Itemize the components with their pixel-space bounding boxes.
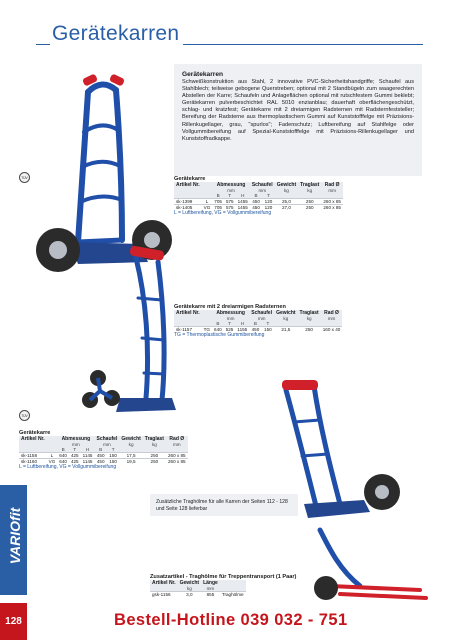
- unit-cell: mm: [166, 442, 188, 447]
- header-cell: Traglast: [300, 182, 320, 188]
- table-4: [150, 574, 296, 597]
- table-3-title: Gerätekarre: [19, 430, 51, 436]
- table-row: gsk-1156 3,0 855 Traghölme: [152, 592, 244, 597]
- page-number: 128: [0, 603, 27, 640]
- table-3-grid: [19, 436, 188, 464]
- unit-cell: kg: [275, 188, 298, 193]
- sub-cell: T: [224, 321, 236, 327]
- table-row: sk-1405 VG 705 575 1455 450 120 27,0 250 260 x 85: [176, 205, 341, 210]
- description-text: Schweißkonstruktion aus Stahl, 2 innovative PVC-Sicherheitshandgriffe; Schaufel aus Stahlblech; teilweise gebogene Querstreben; optional mit 2 Standbügeln zum waagerechten Abstellen der Karre; Schaufeln und Anlageflächen optional mit rutschfestem Gummi beklebt; Gerätekarren pulverbeschichtet RAL 5010 enzianblau; dauerhaft oberflächengeschützt, schlag- und kratzfest; Gerätekarre mit 2 dreiarmigen Radsternen mit Radsternfeststeller; Bereifung der Radsterne aus thermoplastischem Gummi auf Kunststofffelge mit Präzisions-Rillenkugellager, grau, "spurlos"; Fadenschutz; Luftbereifung auf Stahlfelge oder Vollgummibereifung auf Spezial-Kunststofffelge mit Präzisions-Rillenkugellager und Kunststoffradkappe.: [182, 79, 414, 142]
- header-cell: Schaufel: [251, 310, 273, 316]
- tuv-badge-icon: TÜV: [19, 172, 30, 183]
- table-3: [19, 430, 188, 470]
- unit-cell: kg: [298, 188, 321, 193]
- table-row: sk-1160 VG 640 425 1145 450 150 19,5 250 260 x 85: [21, 459, 186, 464]
- table-4-grid: [150, 580, 246, 597]
- wheel-star: [82, 370, 120, 408]
- hand-truck-frame: [286, 386, 340, 506]
- unit-cell: kg: [274, 316, 297, 321]
- unit-cell: kg: [143, 442, 166, 447]
- table-row: sk-1157 TG 640 525 1155 450 150 21,5 250 160 x 40: [176, 327, 341, 332]
- wheel: [314, 576, 338, 600]
- unit-cell: mm: [201, 586, 220, 592]
- title-rule-right: [183, 44, 423, 45]
- table-2: [174, 304, 342, 338]
- sub-cell: T: [262, 193, 274, 199]
- unit-cell: kg: [178, 586, 201, 592]
- unit-cell: mm: [321, 316, 343, 321]
- sub-cell: B: [57, 447, 69, 453]
- header-cell: Schaufel: [96, 436, 118, 442]
- unit-cell: mm: [250, 188, 275, 193]
- header-cell: Rad Ø: [321, 310, 343, 316]
- description-box: [174, 64, 422, 176]
- header-cell: Rad Ø: [166, 436, 188, 442]
- sub-cell: T: [69, 447, 81, 453]
- hand-truck-image-2: [76, 238, 178, 416]
- unit-cell: kg: [119, 442, 142, 447]
- table-row: sk-1399 L 705 575 1455 450 120 25,0 250 260 x 85: [176, 199, 341, 204]
- note-box: Zusätzliche Traghölme für alle Karren der Seiten 112 - 128 und Seite 128 lieferbar: [150, 494, 298, 516]
- sub-cell: H: [81, 447, 95, 453]
- header-cell: Traglast: [144, 436, 164, 442]
- tuv-badge-icon: TÜV: [19, 410, 30, 421]
- sub-cell: B: [95, 447, 107, 453]
- table-3-legend: L = Luftbereifung, VG = Vollgummibereifung: [19, 464, 117, 470]
- table-1: [174, 176, 343, 216]
- sub-cell: H: [236, 193, 250, 199]
- description-heading: Gerätekarren: [182, 71, 224, 78]
- unit-cell: mm: [57, 442, 94, 447]
- hand-truck-frame: [136, 258, 164, 400]
- header-cell: Artikel Nr.: [176, 182, 200, 188]
- sub-cell: T: [224, 193, 236, 199]
- header-cell: Traglast: [299, 310, 319, 316]
- header-cell: Abmessung: [212, 182, 250, 188]
- header-cell: Artikel Nr.: [152, 580, 176, 586]
- table-2-grid: [174, 310, 342, 332]
- unit-cell: mm: [249, 316, 274, 321]
- sub-cell: T: [262, 321, 274, 327]
- stair-rails-image: [300, 520, 440, 605]
- grip: [282, 380, 318, 390]
- table-2-legend: TG = Thermoplastische Gummibereifung: [174, 332, 265, 338]
- table-1-grid: [174, 182, 343, 210]
- header-cell: Rad Ø: [321, 182, 343, 188]
- sub-cell: B: [250, 193, 262, 199]
- title-rule-left: [36, 44, 50, 45]
- shovel-plate: [116, 398, 176, 412]
- table-row: sk-1158 L 640 425 1145 450 150 17,5 250 260 x 85: [21, 453, 186, 458]
- header-cell: Gewicht: [121, 436, 141, 442]
- unit-cell: mm: [212, 316, 249, 321]
- wheel: [364, 474, 400, 510]
- hand-truck-frame: [78, 84, 122, 242]
- table-2-title: Gerätekarre mit 2 dreiarmigen Radsternen: [174, 304, 286, 310]
- page-title: Gerätekarren: [52, 22, 180, 45]
- table-1-legend: L = Luftbereifung, VG = Vollgummibereifung: [174, 210, 272, 216]
- header-cell: Artikel Nr.: [176, 310, 200, 316]
- unit-cell: mm: [321, 188, 343, 193]
- unit-cell: mm: [95, 442, 120, 447]
- header-cell: Abmessung: [57, 436, 94, 442]
- table-1-title: Gerätekarre: [174, 176, 206, 182]
- sub-cell: B: [212, 193, 224, 199]
- sub-cell: T: [107, 447, 119, 453]
- header-cell: Artikel Nr.: [21, 436, 45, 442]
- header-cell: Gewicht: [276, 182, 297, 188]
- header-cell: Abmessung: [212, 310, 249, 316]
- brand-logo: VARIOfit: [7, 507, 23, 565]
- unit-cell: kg: [298, 316, 321, 321]
- unit-cell: mm: [212, 188, 250, 193]
- hotline-banner: Bestell-Hotline 039 032 - 751: [114, 611, 348, 629]
- sub-cell: H: [235, 321, 249, 327]
- sub-cell: B: [249, 321, 261, 327]
- header-cell: Schaufel: [251, 182, 273, 188]
- wheel-left: [36, 228, 80, 272]
- header-cell: Länge: [203, 580, 218, 586]
- header-cell: Gewicht: [179, 580, 200, 586]
- sub-cell: B: [212, 321, 224, 327]
- header-cell: Gewicht: [276, 310, 296, 316]
- table-4-title: Zusatzartikel - Traghölme für Treppentransport (1 Paar): [150, 574, 297, 580]
